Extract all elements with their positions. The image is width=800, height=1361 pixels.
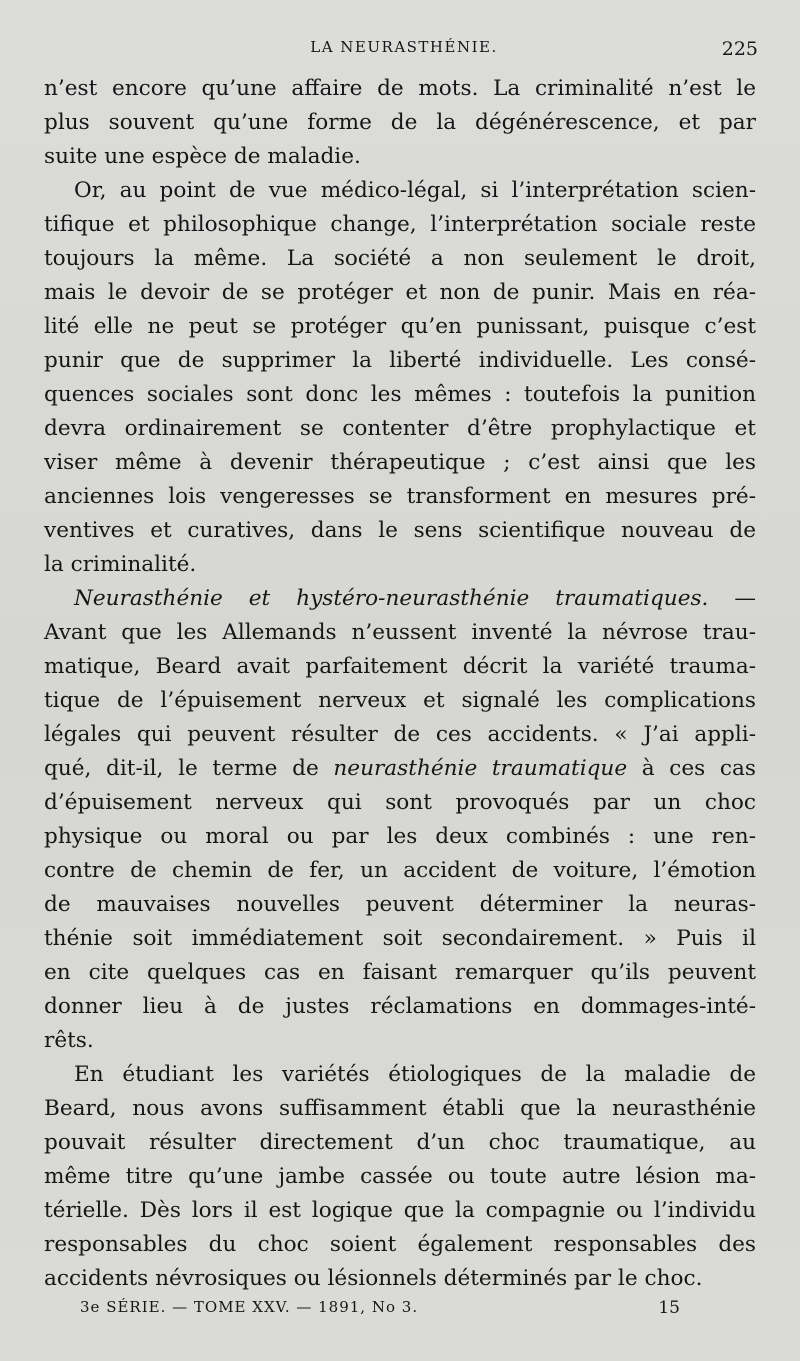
text-line: devra ordinairement se contenter d’être prophylactique et xyxy=(44,416,756,441)
text-line: responsables du choc soient également responsables des xyxy=(44,1232,756,1257)
text-line: en cite quelques cas en faisant remarquer qu’ils peuvent xyxy=(44,960,756,985)
text-line: la criminalité. xyxy=(44,552,197,577)
text-line: Beard, nous avons suffisamment établi que la neurasthénie xyxy=(44,1096,756,1121)
text-line: accidents névrosiques ou lésionnels déterminés par le choc. xyxy=(44,1266,703,1291)
text-line: Avant que les Allemands n’eussent inventé la névrose trau- xyxy=(44,620,756,645)
text-line: plus souvent qu’une forme de la dégénérescence, et par xyxy=(44,110,756,135)
text-line: légales qui peuvent résulter de ces accidents. « J’ai appli- xyxy=(44,722,756,747)
text-line: punir que de supprimer la liberté individuelle. Les consé- xyxy=(44,348,756,373)
text-line: donner lieu à de justes réclamations en dommages-inté- xyxy=(44,994,756,1019)
section-heading-line xyxy=(44,582,756,616)
text-line: toujours la même. La société a non seulement le droit, xyxy=(44,246,756,271)
text-line: pouvait résulter directement d’un choc traumatique, au xyxy=(44,1130,756,1155)
text-line: d’épuisement nerveux qui sont provoqués par un choc xyxy=(44,790,756,815)
quote-term-line xyxy=(44,752,756,786)
sheet-number: 15 xyxy=(658,1298,680,1318)
series-signature: 3e SÉRIE. — TOME XXV. — 1891, No 3. xyxy=(80,1298,419,1316)
text-line: térielle. Dès lors il est logique que la compagnie ou l’individu xyxy=(44,1198,756,1223)
text-line: Or, au point de vue médico-légal, si l’interprétation scien- xyxy=(74,178,756,203)
section-title: Neurasthénie et hystéro-neurasthénie traumatiques. xyxy=(74,586,709,611)
running-title: LA NEURASTHÉNIE. xyxy=(310,38,498,56)
text-line: quences sociales sont donc les mêmes : toutefois la punition xyxy=(44,382,756,407)
page-number: 225 xyxy=(721,38,758,60)
quote-pre: qué, dit-il, le terme de xyxy=(44,756,334,781)
text-line: anciennes lois vengeresses se transforment en mesures pré- xyxy=(44,484,756,509)
text-line: tifique et philosophique change, l’interprétation sociale reste xyxy=(44,212,756,237)
text-line: viser même à devenir thérapeutique ; c’est ainsi que les xyxy=(44,450,756,475)
text-line: contre de chemin de fer, un accident de voiture, l’émotion xyxy=(44,858,756,883)
body-text xyxy=(44,72,756,1296)
text-line: de mauvaises nouvelles peuvent déterminer la neuras- xyxy=(44,892,756,917)
text-line: rêts. xyxy=(44,1028,94,1053)
text-line: même titre qu’une jambe cassée ou toute autre lésion ma- xyxy=(44,1164,756,1189)
text-line: tique de l’épuisement nerveux et signalé les complications xyxy=(44,688,756,713)
running-head xyxy=(44,38,764,68)
text-line: thénie soit immédiatement soit secondairement. » Puis il xyxy=(44,926,756,951)
footer xyxy=(80,1298,680,1328)
text-line: physique ou moral ou par les deux combinés : une ren- xyxy=(44,824,756,849)
text-line: En étudiant les variétés étiologiques de la maladie de xyxy=(74,1062,756,1087)
text-line: ventives et curatives, dans le sens scientifique nouveau de xyxy=(44,518,756,543)
quote-post: à ces cas xyxy=(627,756,756,781)
text-line: n’est encore qu’une affaire de mots. La criminalité n’est le xyxy=(44,76,756,101)
quote-term: neurasthénie traumatique xyxy=(333,756,628,781)
section-dash: — xyxy=(708,586,756,611)
text-line: lité elle ne peut se protéger qu’en punissant, puisque c’est xyxy=(44,314,756,339)
text-line: suite une espèce de maladie. xyxy=(44,144,361,169)
text-line: matique, Beard avait parfaitement décrit la variété trauma- xyxy=(44,654,756,679)
text-line: mais le devoir de se protéger et non de punir. Mais en réa- xyxy=(44,280,756,305)
